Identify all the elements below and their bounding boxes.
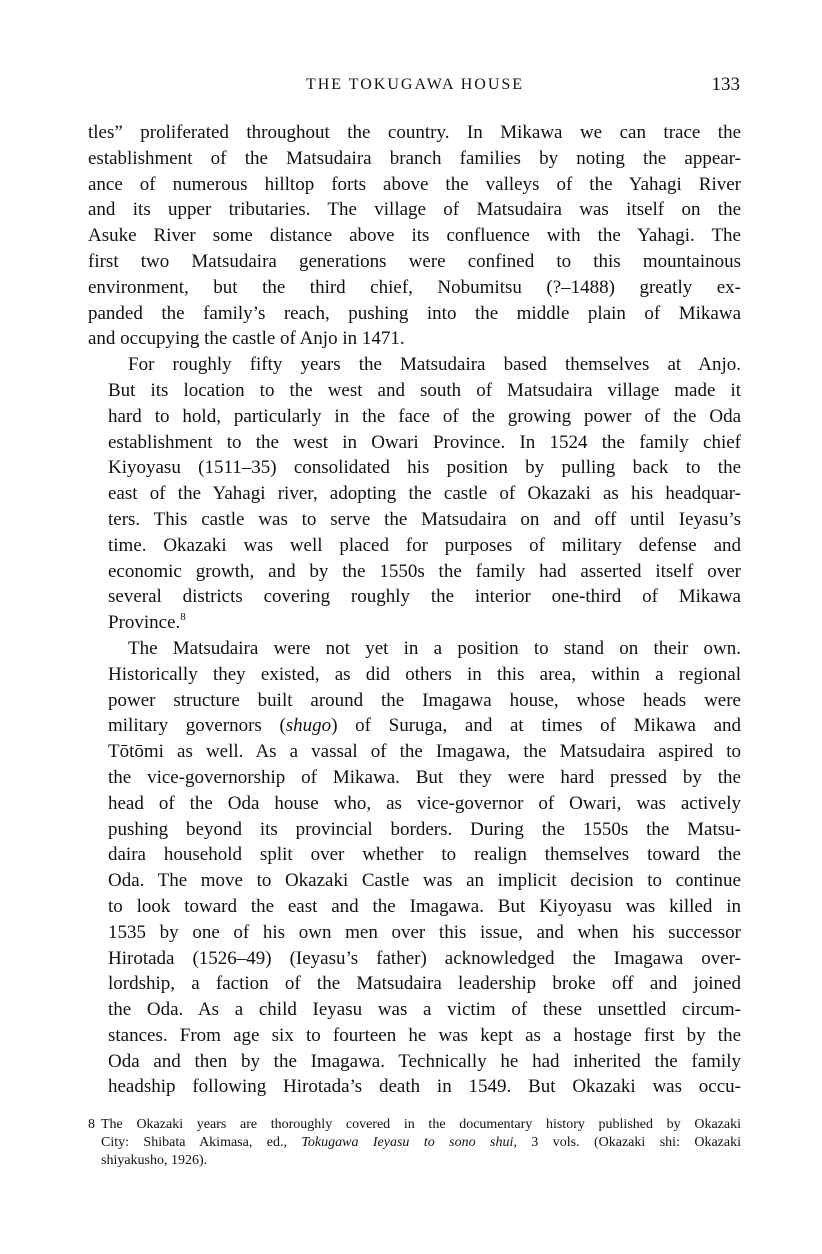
text-line: environment, but the third chief, Nobumitsu (?–1488) greatly ex-: [88, 276, 741, 298]
text-line: headship following Hirotada’s death in 1549. But Okazaki was occu-: [108, 1076, 741, 1098]
text-line: Oda and then by the Imagawa. Technically he had inherited the family: [108, 1050, 741, 1072]
text-line: time. Okazaki was well placed for purposes of military defense and: [108, 534, 741, 556]
text-segment: ) of Suruga, and at times of Mikawa and: [331, 715, 741, 737]
footnote-text: The Okazaki years are thoroughly covered in the documentary history published by Okazaki: [101, 1117, 741, 1132]
text-line: first two Matsudaira generations were confined to this mountainous: [88, 250, 741, 272]
text-line: lordship, a faction of the Matsudaira leadership broke off and joined: [108, 973, 741, 995]
paragraph-1: [88, 120, 741, 352]
text-line: to look toward the east and the Imagawa. But Kiyoyasu was killed in: [108, 895, 741, 917]
text-line: power structure built around the Imagawa house, whose heads were: [108, 689, 741, 711]
text-line: [88, 610, 741, 636]
text-line: panded the family’s reach, pushing into the middle plain of Mikawa: [88, 302, 741, 324]
text-line: tles” proliferated throughout the country. In Mikawa we can trace the: [88, 122, 741, 143]
text-line: ters. This castle was to serve the Matsudaira on and off until Ieyasu’s: [108, 508, 741, 530]
text-line: the vice-governorship of Mikawa. But they were hard pressed by the: [108, 766, 741, 788]
text-line: daira household split over whether to realign themselves toward the: [108, 844, 741, 866]
text-line: Historically they existed, as did others in this area, within a regional: [108, 663, 741, 685]
footnote-number: 8: [88, 1117, 95, 1132]
text-line: establishment of the Matsudaira branch families by noting the appear-: [88, 147, 741, 169]
text-line: stances. From age six to fourteen he was kept as a hostage first by the: [108, 1024, 741, 1046]
footnote-reference[interactable]: 8: [180, 611, 186, 624]
text-line: and its upper tributaries. The village of Matsudaira was itself on the: [88, 199, 741, 221]
footnote-italic-title: Tokugawa Ieyasu to sono shui,: [301, 1135, 517, 1150]
running-head: [90, 72, 740, 98]
text-line: the Oda. As a child Ieyasu was a victim of these unsettled circum-: [108, 999, 741, 1021]
text-line: head of the Oda house who, as vice-governor of Owari, was actively: [108, 792, 741, 814]
text-line: ance of numerous hilltop forts above the valleys of the Yahagi River: [88, 173, 741, 195]
text-line: For roughly fifty years the Matsudaira based themselves at Anjo.: [128, 354, 741, 376]
footnote-line: [88, 1134, 741, 1152]
paragraph-3: [88, 636, 741, 1100]
text-line: Kiyoyasu (1511–35) consolidated his position by pulling back to the: [108, 457, 741, 479]
text-line: But its location to the west and south of Matsudaira village made it: [108, 379, 741, 401]
footnote-text: 3 vols. (Okazaki shi: Okazaki: [516, 1135, 741, 1150]
text-line: establishment to the west in Owari Province. In 1524 the family chief: [108, 431, 741, 453]
paragraph-2: [88, 352, 741, 636]
footnote-line: [88, 1116, 741, 1134]
text-line: Asuke River some distance above its confluence with the Yahagi. The: [88, 225, 741, 247]
body-text: [88, 120, 741, 1100]
text-segment: military governors (: [108, 715, 286, 737]
text-line: 1535 by one of his own men over this issue, and when his successor: [108, 921, 741, 943]
text-line: and occupying the castle of Anjo in 1471.: [88, 328, 405, 350]
text-line: Hirotada (1526–49) (Ieyasu’s father) acknowledged the Imagawa over-: [108, 947, 741, 969]
text-line: economic growth, and by the 1550s the family had asserted itself over: [108, 560, 741, 582]
text-line: [88, 713, 741, 739]
text-line: Tōtōmi as well. As a vassal of the Imagawa, the Matsudaira aspired to: [108, 741, 741, 763]
text-line-content: Province.: [108, 612, 181, 634]
text-line: pushing beyond its provincial borders. During the 1550s the Matsu-: [108, 818, 741, 840]
footnote-line: shiyakusho, 1926).: [101, 1153, 208, 1168]
page-number: 133: [711, 74, 740, 95]
italic-term: shugo: [285, 715, 332, 737]
running-title: THE TOKUGAWA HOUSE: [305, 76, 525, 93]
footnote-text: City: Shibata Akimasa, ed.,: [101, 1135, 302, 1150]
text-line: hard to hold, particularly in the face of the growing power of the Oda: [108, 405, 741, 427]
text-line: several districts covering roughly the interior one-third of Mikawa: [108, 586, 741, 608]
text-line: The Matsudaira were not yet in a position to stand on their own.: [128, 637, 741, 659]
text-line: east of the Yahagi river, adopting the castle of Okazaki as his headquar-: [108, 483, 741, 505]
footnote-8: [88, 1116, 741, 1170]
text-line: Oda. The move to Okazaki Castle was an implicit decision to continue: [108, 870, 741, 892]
